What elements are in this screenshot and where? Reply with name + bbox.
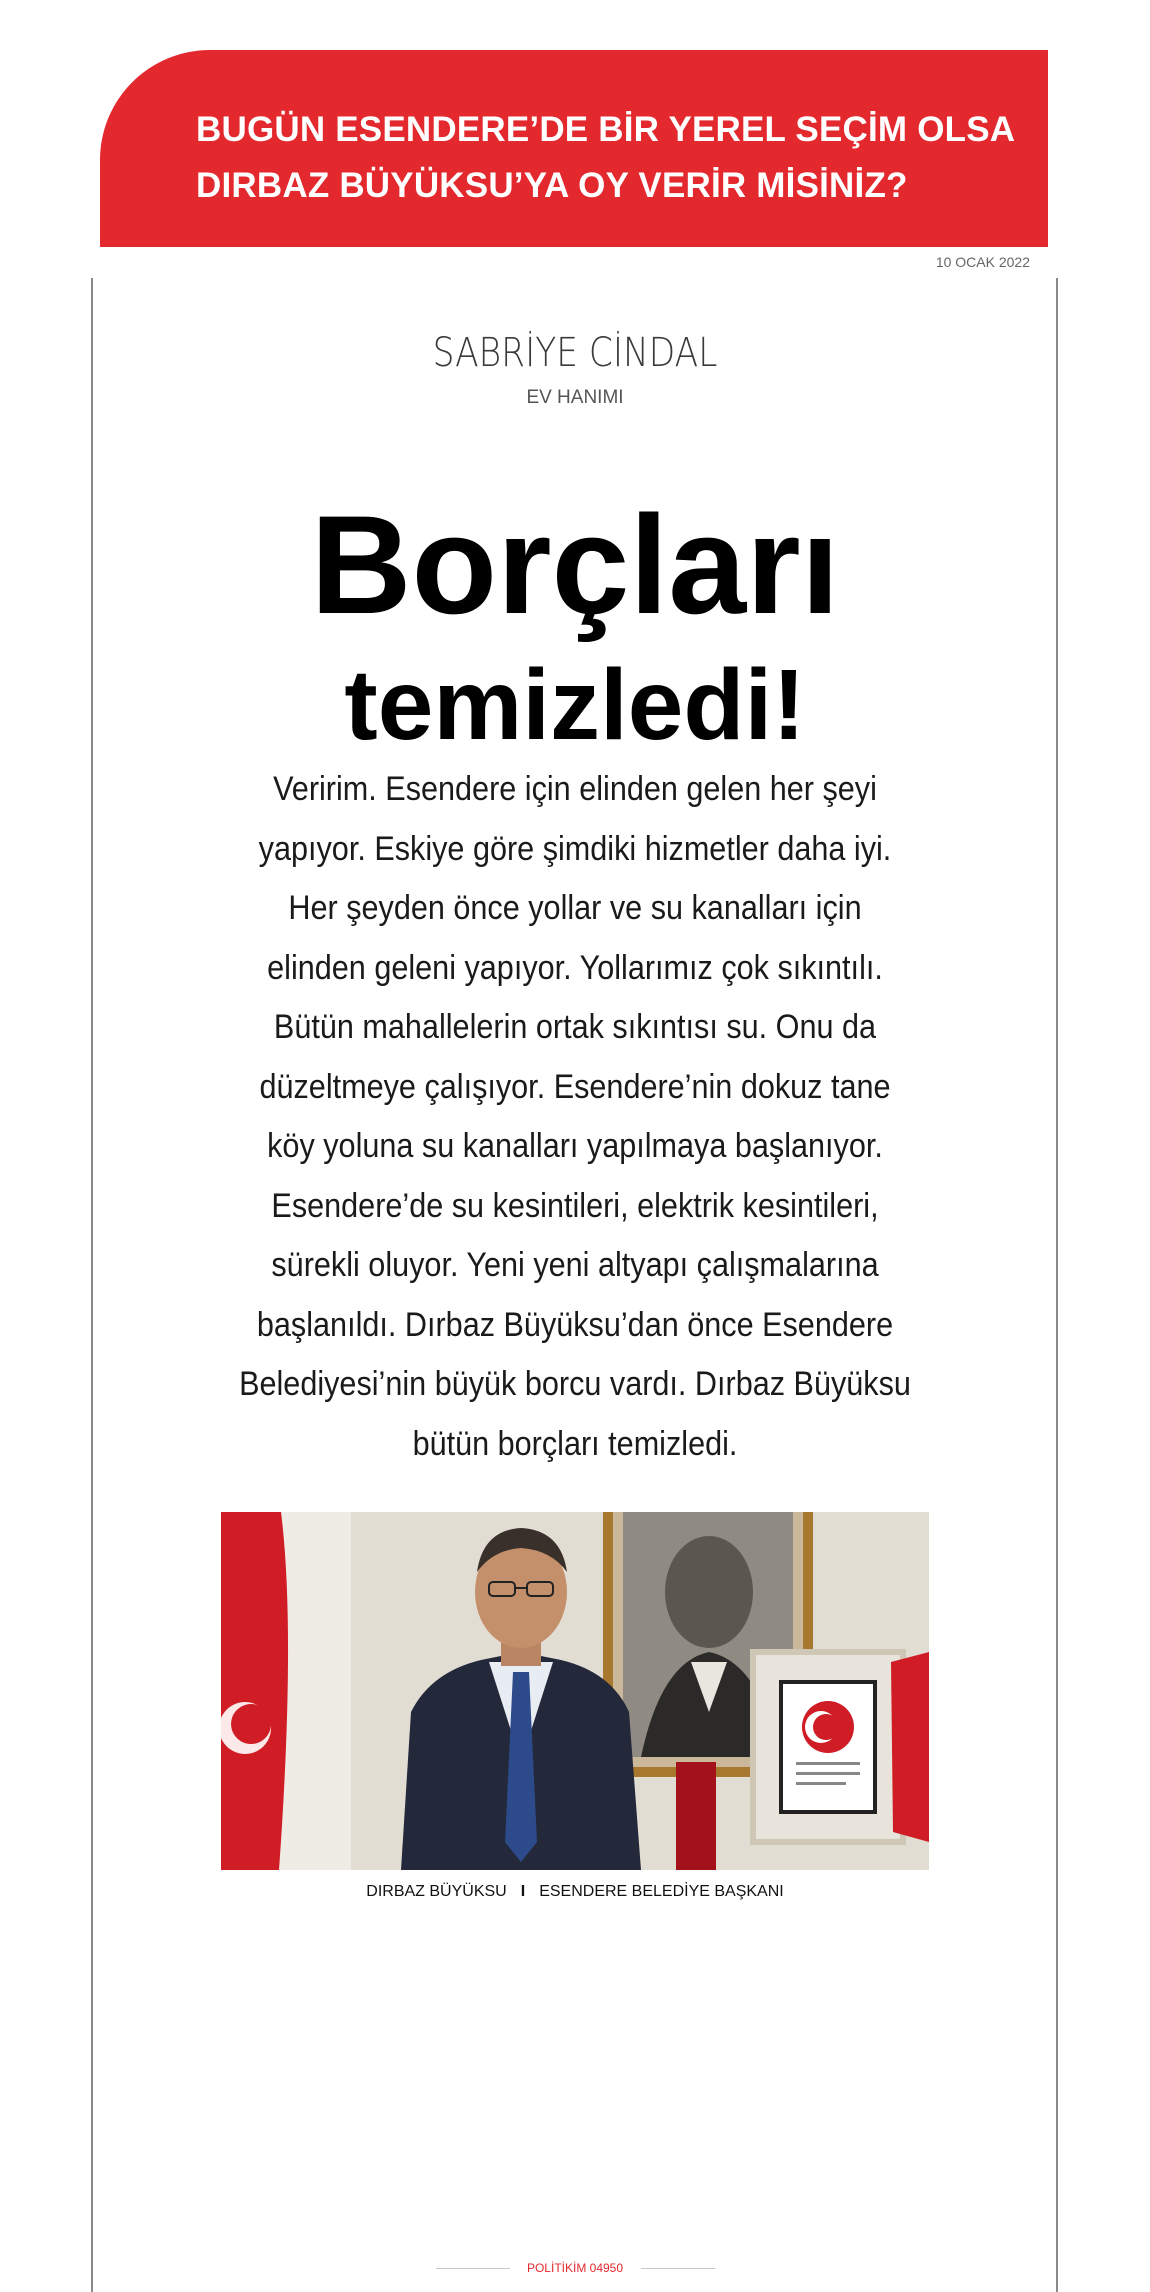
headline-line-2: temizledi! — [344, 649, 806, 761]
footer-page-label: POLİTİKİM 04950 — [526, 2261, 624, 2275]
article-body: Veririm. Esendere için elinden gelen her şeyi yapıyor. Eskiye göre şimdiki hizmetler daha iyi. Her şeyden önce yollar ve su kanalları için elinden geleni yapıyor. Yollarımız çok sıkıntılı. Bütün mahallelerin ortak sıkıntısı su. Onu da düzeltmeye çalışıyor. Esendere’nin dokuz tane köy yoluna su kanalları yapılmaya başlanıyor. Esendere’de su kesintileri, elektrik kesintileri, sürekli oluyor. Yeni yeni altyapı çalışmalarına başlanıldı. Dırbaz Büyüksu’dan önce Esendere Belediyesi’nin büyük borcu vardı. Dırbaz Büyüksu bütün borçları temizledi. — [239, 770, 911, 1463]
author-name: SABRİYE CİNDAL — [432, 330, 718, 376]
headline-line-1: Borçları — [310, 486, 840, 643]
headline-banner — [100, 50, 1048, 247]
caption-title: ESENDERE BELEDİYE BAŞKANI — [539, 1883, 784, 1900]
photo-caption — [0, 1883, 1150, 1901]
caption-name: DIRBAZ BÜYÜKSU — [366, 1883, 507, 1900]
portrait-photo — [221, 1512, 929, 1870]
caption-separator: I — [520, 1883, 526, 1900]
author-role: EV HANIMI — [526, 387, 624, 408]
banner-title: BUGÜN ESENDERE’DE BİR YEREL SEÇİM OLSA DIRBAZ BÜYÜKSU’YA OY VERİR MİSİNİZ? — [196, 110, 1016, 205]
publish-date: 10 OCAK 2022 — [935, 254, 1030, 270]
